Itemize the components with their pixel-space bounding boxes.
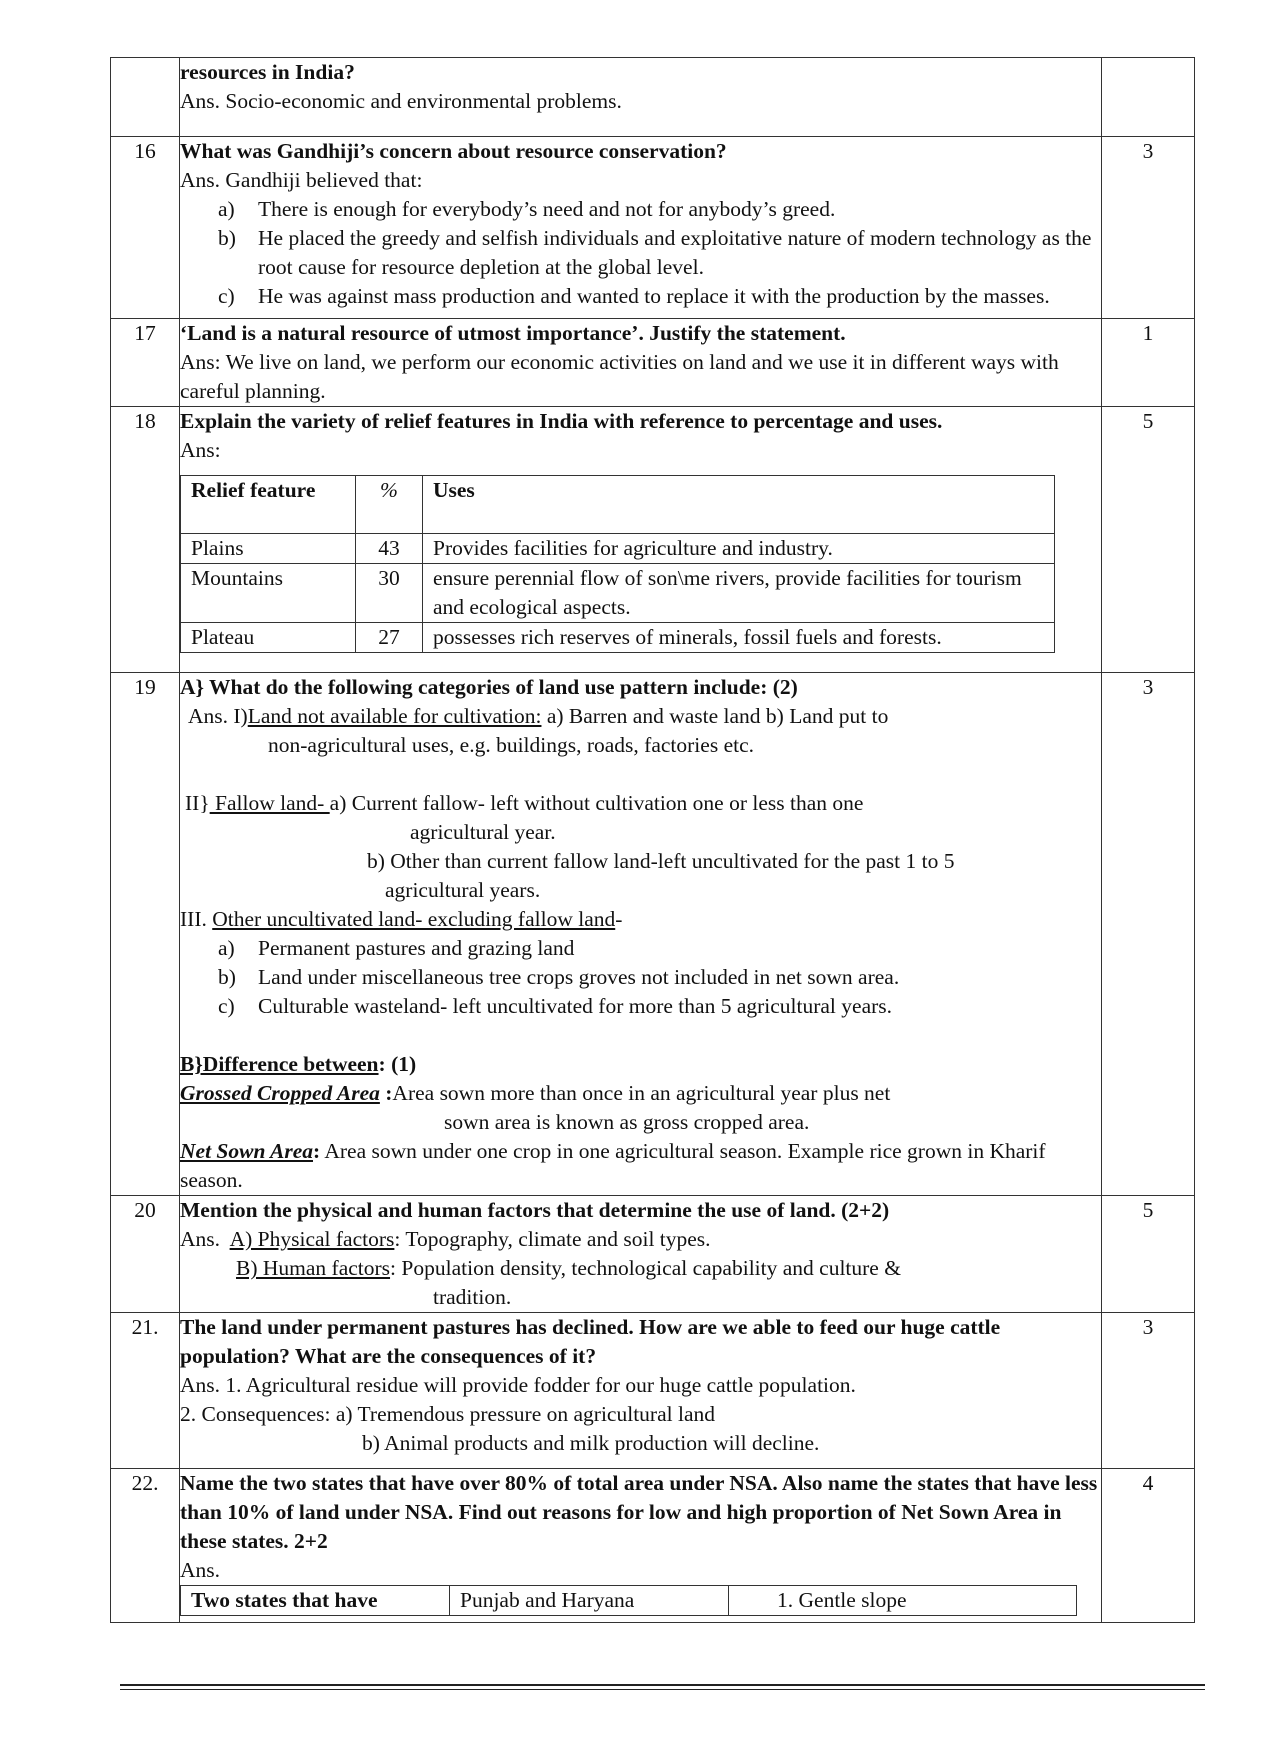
marks-value: 4	[1102, 1469, 1195, 1623]
table-row	[181, 534, 1055, 564]
table-header-cell: Relief feature	[181, 476, 356, 534]
question-text: What was Gandhiji’s concern about resource conservation?	[180, 139, 727, 163]
question-content-cell	[180, 319, 1102, 407]
part-b-heading: B}Difference between: (1)	[180, 1052, 417, 1076]
question-content-cell	[180, 58, 1102, 137]
list-item: a) Permanent pastures and grazing land	[218, 936, 575, 960]
page-body	[110, 57, 1195, 1623]
answer-line: Ans. 1. Agricultural residue will provide fodder for our huge cattle population.	[180, 1373, 856, 1397]
answer-line: b) Animal products and milk production will decline.	[362, 1431, 820, 1455]
answer-label: Ans:	[180, 438, 221, 462]
answer-line: 2. Consequences: a) Tremendous pressure on agricultural land	[180, 1402, 715, 1426]
answer-part-ii-b: b) Other than current fallow land-left uncultivated for the past 1 to 5	[367, 849, 955, 873]
question-text: Explain the variety of relief features in India with reference to percentage and uses.	[180, 409, 943, 433]
list-item: a) There is enough for everybody’s need and not for anybody’s greed.	[218, 197, 836, 221]
footer-rule-bottom	[120, 1689, 1205, 1690]
answer-text: Ans. Socio-economic and environmental problems.	[180, 89, 622, 113]
question-row-18	[111, 407, 1195, 673]
list-item: b) Land under miscellaneous tree crops groves not included in net sown area.	[218, 965, 900, 989]
marks-value: 3	[1102, 673, 1195, 1196]
question-number: 20	[111, 1196, 180, 1313]
table-cell: Plains	[181, 534, 356, 564]
list-item: c) He was against mass production and wanted to replace it with the production by the masses.	[218, 284, 1050, 308]
answer-key-table	[110, 57, 1195, 1623]
nsa-states-table	[180, 1585, 1077, 1616]
answer-list	[180, 195, 1101, 311]
question-number: 18	[111, 407, 180, 673]
answer-part-ii-a-cont: agricultural year.	[410, 820, 556, 844]
answer-part-ii: II} Fallow land- a) Current fallow- left without cultivation one or less than one	[185, 791, 864, 815]
question-number: 22.	[111, 1469, 180, 1623]
table-cell: 30	[356, 564, 423, 623]
marks-value: 1	[1102, 319, 1195, 407]
question-content-cell	[180, 1469, 1102, 1623]
question-row-15-continued	[111, 58, 1195, 137]
table-row	[181, 564, 1055, 623]
question-number: 16	[111, 137, 180, 319]
marks-value: 3	[1102, 137, 1195, 319]
question-content-cell	[180, 1313, 1102, 1469]
table-row	[181, 1586, 1077, 1616]
question-content-cell	[180, 1196, 1102, 1313]
question-text: The land under permanent pastures has declined. How are we able to feed our huge cattle population? What are the consequences of it?	[180, 1315, 1001, 1368]
question-number-cell	[111, 58, 180, 137]
question-number: 21.	[111, 1313, 180, 1469]
question-text: ‘Land is a natural resource of utmost importance’. Justify the statement.	[180, 321, 846, 345]
question-text: Mention the physical and human factors that determine the use of land. (2+2)	[180, 1198, 890, 1222]
question-number: 17	[111, 319, 180, 407]
question-content-cell	[180, 407, 1102, 673]
table-cell: 43	[356, 534, 423, 564]
question-row-16	[111, 137, 1195, 319]
list-item: b) He placed the greedy and selfish individuals and exploitative nature of modern technology as the root cause for resource depletion at the global level.	[218, 226, 1092, 279]
table-cell: 27	[356, 623, 423, 653]
answer-part-iii: III. Other uncultivated land- excluding fallow land-	[180, 907, 623, 931]
question-row-19	[111, 673, 1195, 1196]
answer-list	[180, 934, 1101, 1021]
table-header-row	[181, 476, 1055, 534]
table-cell: Mountains	[181, 564, 356, 623]
table-cell: Provides facilities for agriculture and industry.	[423, 534, 1055, 564]
question-text: A} What do the following categories of land use pattern include: (2)	[180, 675, 798, 699]
gross-cropped-area-definition: Grossed Cropped Area :Area sown more than once in an agricultural year plus net	[180, 1081, 891, 1105]
table-cell: 1. Gentle slope	[729, 1586, 1077, 1616]
answer-part-i: Ans. I)Land not available for cultivation: a) Barren and waste land b) Land put to	[188, 704, 889, 728]
question-number: 19	[111, 673, 180, 1196]
spacer	[180, 760, 1101, 789]
question-content-cell	[180, 673, 1102, 1196]
answer-part-ii-b-cont: agricultural years.	[385, 878, 541, 902]
table-row	[181, 623, 1055, 653]
table-header-cell: %	[356, 476, 423, 534]
answer-physical-factors: Ans. A) Physical factors: Topography, climate and soil types.	[180, 1227, 711, 1251]
marks-value: 3	[1102, 1313, 1195, 1469]
net-sown-area-definition: Net Sown Area: Area sown under one crop in one agricultural season. Example rice grown in Kharif season.	[180, 1139, 1046, 1192]
table-cell: possesses rich reserves of minerals, fossil fuels and forests.	[423, 623, 1055, 653]
footer-rule-top	[120, 1684, 1205, 1686]
table-cell: ensure perennial flow of son\me rivers, provide facilities for tourism and ecological aspects.	[423, 564, 1055, 623]
answer-human-factors-cont: tradition.	[433, 1285, 512, 1309]
table-cell: Punjab and Haryana	[450, 1586, 729, 1616]
question-row-20	[111, 1196, 1195, 1313]
answer-part-i-cont: non-agricultural uses, e.g. buildings, roads, factories etc.	[268, 733, 754, 757]
answer-human-factors: B) Human factors: Population density, technological capability and culture &	[236, 1256, 901, 1280]
list-item: c) Culturable wasteland- left uncultivated for more than 5 agricultural years.	[218, 994, 893, 1018]
answer-text: Ans: We live on land, we perform our economic activities on land and we use it in different ways with careful planning.	[180, 350, 1059, 403]
spacer	[180, 1021, 1101, 1050]
answer-intro: Ans. Gandhiji believed that:	[180, 168, 423, 192]
answer-label: Ans.	[180, 1558, 221, 1582]
question-row-22	[111, 1469, 1195, 1623]
question-row-21	[111, 1313, 1195, 1469]
question-row-17	[111, 319, 1195, 407]
question-content-cell	[180, 137, 1102, 319]
relief-features-table	[180, 475, 1055, 653]
marks-value: 5	[1102, 407, 1195, 673]
table-cell: Plateau	[181, 623, 356, 653]
marks-cell	[1102, 58, 1195, 137]
question-text: Name the two states that have over 80% of total area under NSA. Also name the states that have less than 10% of land under NSA. Find out reasons for low and high proportion of Net Sown Area in these states. 2+2	[180, 1471, 1098, 1553]
gross-cropped-area-definition-cont: sown area is known as gross cropped area.	[444, 1110, 810, 1134]
question-text: resources in India?	[180, 60, 355, 84]
marks-value: 5	[1102, 1196, 1195, 1313]
table-cell: Two states that have	[181, 1586, 450, 1616]
table-header-cell: Uses	[423, 476, 1055, 534]
